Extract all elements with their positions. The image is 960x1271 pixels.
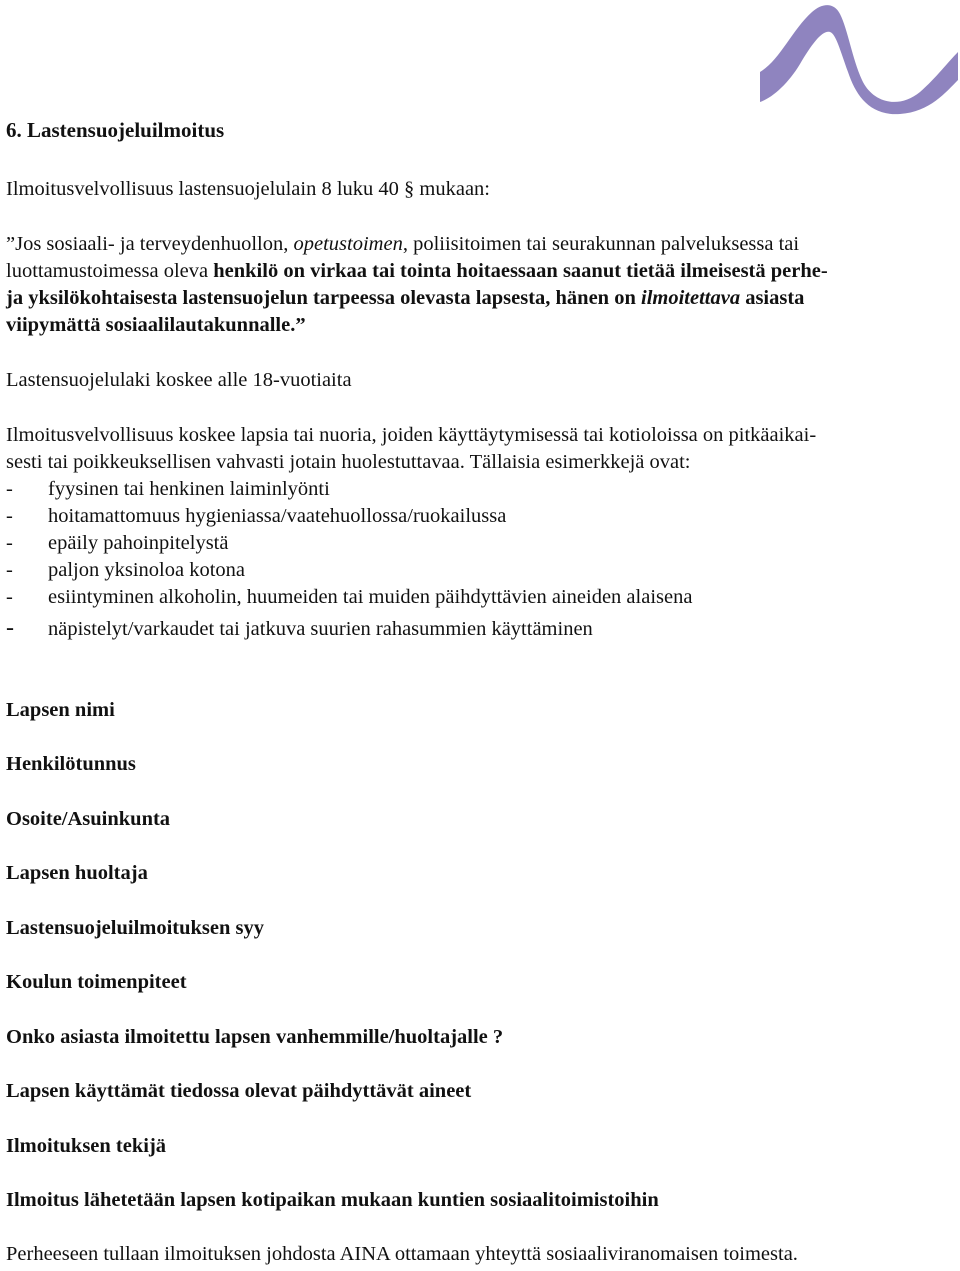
quote-line-4: viipymättä sosiaalilautakunnalle.”	[6, 314, 306, 336]
quote-text: luottamustoimessa oleva	[6, 260, 214, 282]
example-text: paljon yksinoloa kotona	[48, 559, 246, 581]
example-item	[6, 477, 330, 501]
example-text: esiintyminen alkoholin, huumeiden tai muiden päihdyttävien aineiden alaisena	[48, 586, 693, 608]
footer-note: Perheeseen tullaan ilmoituksen johdosta AINA ottamaan yhteyttä sosiaaliviranomaisen toimesta.	[6, 1243, 798, 1265]
quote-text: , poliisitoimen tai seurakunnan palveluksessa tai	[402, 233, 800, 255]
example-item	[6, 531, 228, 555]
quote-line-3	[6, 286, 804, 310]
age-note: Lastensuojelulaki koskee alle 18-vuotiaita	[6, 369, 352, 391]
quote-line-1	[6, 232, 799, 256]
example-item	[6, 504, 506, 528]
bullet-dash: -	[6, 559, 13, 581]
example-item	[6, 616, 593, 641]
example-text: hoitamattomuus hygieniassa/vaatehuollossa/ruokailussa	[48, 505, 507, 527]
section-title: 6. Lastensuojeluilmoitus	[6, 118, 225, 142]
field-school-actions: Koulun toimenpiteet	[6, 971, 187, 993]
bullet-dash: -	[6, 586, 13, 608]
field-guardian: Lapsen huoltaja	[6, 862, 148, 884]
example-text: näpistelyt/varkaudet tai jatkuva suurien rahasummien käyttäminen	[48, 618, 593, 640]
purple-wave-logo-icon	[760, 0, 960, 115]
field-parents-informed: Onko asiasta ilmoitettu lapsen vanhemmille/huoltajalle ?	[6, 1026, 504, 1048]
bullet-dash: -	[6, 615, 14, 641]
field-reporter: Ilmoituksen tekijä	[6, 1135, 167, 1157]
field-sent-to: Ilmoitus lähetetään lapsen kotipaikan mukaan kuntien sosiaalitoimistoihin	[6, 1189, 659, 1211]
bullet-dash: -	[6, 532, 13, 554]
quote-line-2	[6, 259, 828, 283]
quote-text: ”Jos sosiaali- ja terveydenhuollon,	[6, 233, 294, 255]
example-text: epäily pahoinpitelystä	[48, 532, 229, 554]
example-item	[6, 585, 692, 609]
field-personal-id: Henkilötunnus	[6, 753, 136, 775]
quote-text: ja yksilökohtaisesta lastensuojelun tarpeessa olevasta lapsesta, hänen on	[6, 287, 641, 309]
bullet-dash: -	[6, 505, 13, 527]
logo-wave-shape	[760, 5, 958, 114]
intro-text: Ilmoitusvelvollisuus lastensuojelulain 8 luku 40 § mukaan:	[6, 178, 490, 200]
quote-italic: ilmoitettava	[641, 287, 741, 309]
bullet-dash: -	[6, 478, 13, 500]
field-child-name: Lapsen nimi	[6, 699, 115, 721]
field-address: Osoite/Asuinkunta	[6, 808, 171, 830]
field-report-reason: Lastensuojeluilmoituksen syy	[6, 917, 265, 939]
example-text: fyysinen tai henkinen laiminlyönti	[48, 478, 330, 500]
quote-italic: opetustoimen	[293, 233, 403, 255]
quote-text: asiasta	[740, 287, 805, 309]
quote-bold: henkilö on virkaa tai tointa hoitaessaan saanut tietää ilmeisestä perhe-	[213, 260, 828, 282]
example-item	[6, 558, 245, 582]
duty-line-2: sesti tai poikkeuksellisen vahvasti jotain huolestuttavaa. Tällaisia esimerkkejä ovat:	[6, 451, 691, 473]
field-substances: Lapsen käyttämät tiedossa olevat päihdyttävät aineet	[6, 1080, 472, 1102]
duty-line-1: Ilmoitusvelvollisuus koskee lapsia tai nuoria, joiden käyttäytymisessä tai kotioloissa on pitkäaikai-	[6, 424, 817, 446]
